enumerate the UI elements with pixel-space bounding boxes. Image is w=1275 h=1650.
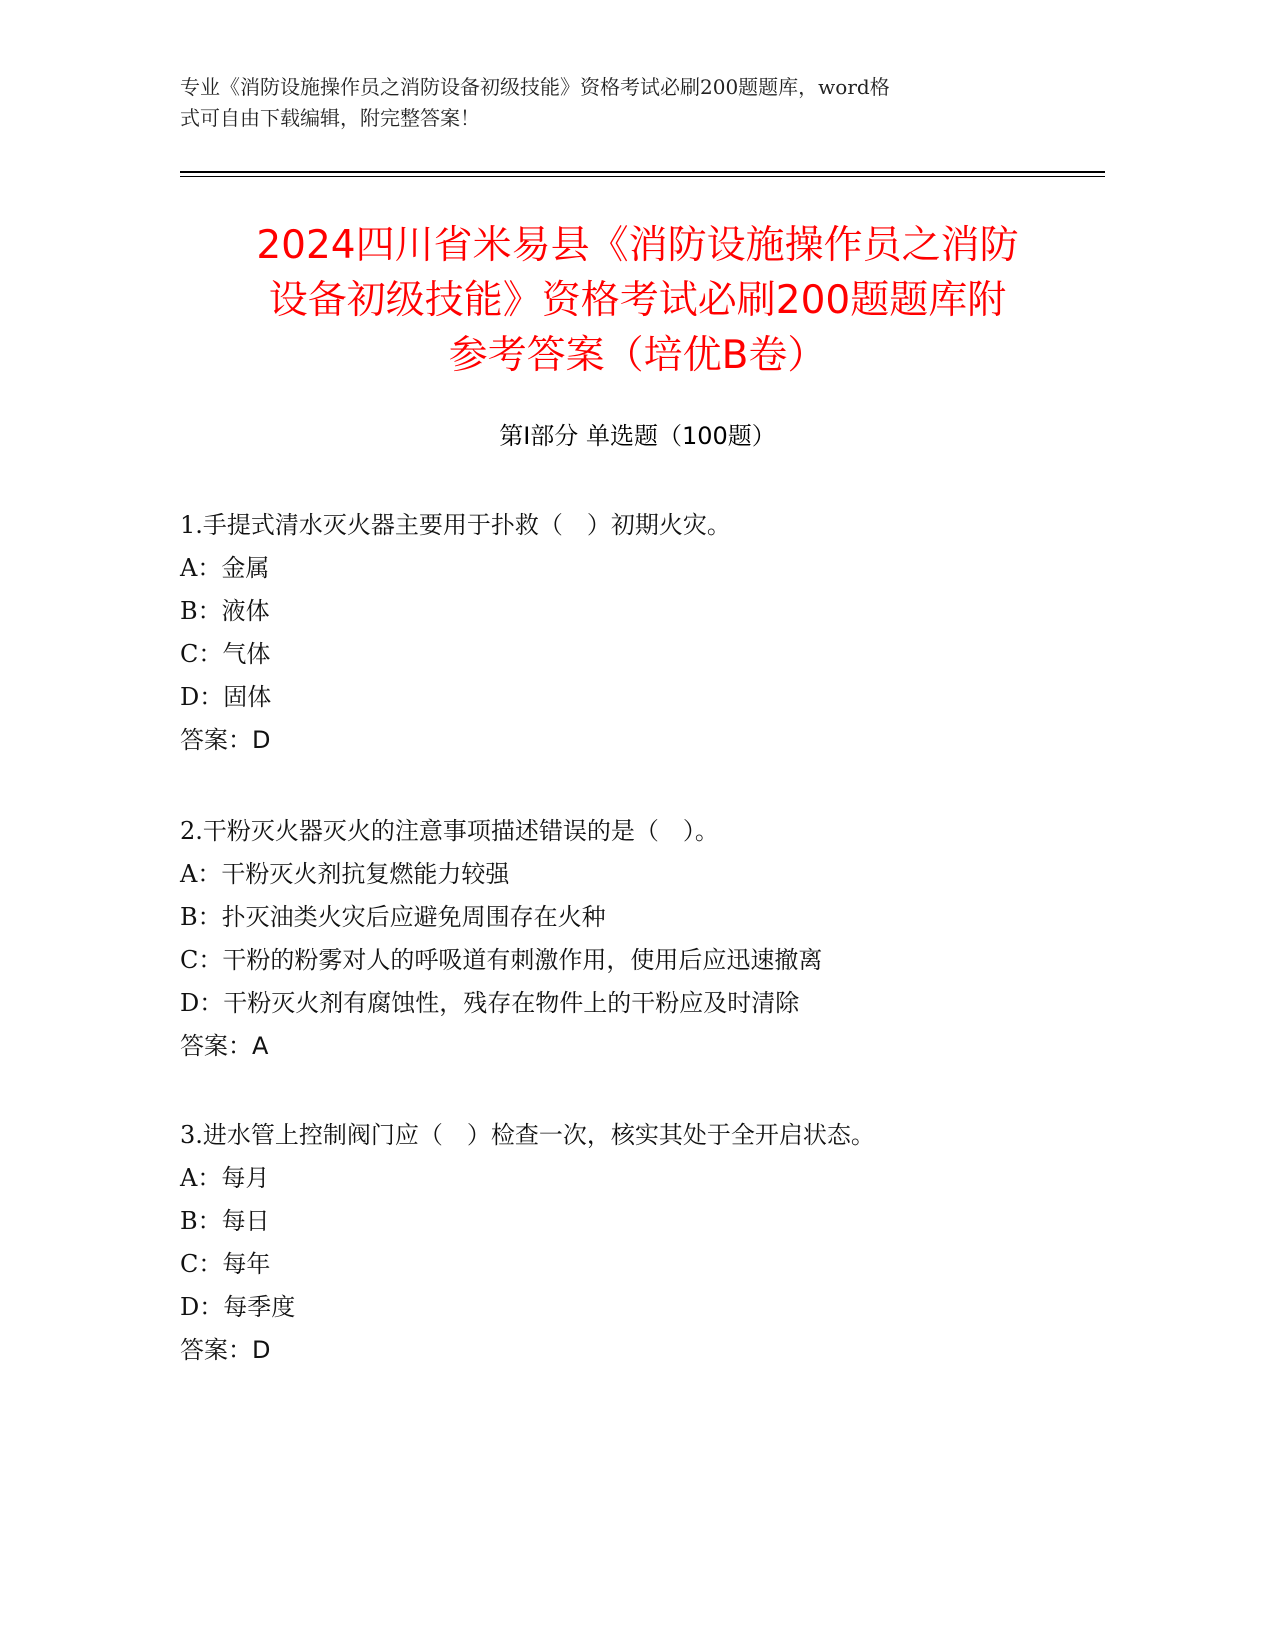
document-title-line-3: 参考答案（培优B卷）: [448, 333, 827, 378]
option-a: A：金属: [180, 554, 270, 582]
header-note-line-2: 式可自由下载编辑，附完整答案！: [180, 106, 480, 130]
option-c: C：每年: [180, 1250, 271, 1278]
option-c: C：气体: [180, 640, 271, 668]
document-title-line-1: 2024四川省米易县《消防设施操作员之消防: [256, 223, 1019, 268]
question-stem: 1.手提式清水灭火器主要用于扑救（ ）初期火灾。: [180, 511, 731, 539]
option-b: B：每日: [180, 1207, 270, 1235]
header-divider-thick: [180, 171, 1105, 173]
answer-line: 答案：A: [180, 1032, 269, 1060]
option-b: B：扑灭油类火灾后应避免周围存在火种: [180, 903, 606, 931]
option-b: B：液体: [180, 597, 270, 625]
option-a: A：每月: [180, 1164, 270, 1192]
document-title-line-2: 设备初级技能》资格考试必刷200题题库附: [268, 278, 1007, 323]
header-divider-thin: [180, 176, 1105, 177]
question-stem: 3.进水管上控制阀门应（ ）检查一次，核实其处于全开启状态。: [180, 1121, 875, 1149]
question-2: [180, 810, 1100, 1068]
option-d: D：固体: [180, 683, 272, 711]
section-title: 第Ⅰ部分 单选题（100题）: [499, 422, 776, 450]
header-note: [180, 72, 1060, 134]
option-c: C：干粉的粉雾对人的呼吸道有刺激作用，使用后应迅速撤离: [180, 946, 823, 974]
document-title: [150, 218, 1125, 383]
question-1: [180, 504, 1100, 762]
header-note-line-1: 专业《消防设施操作员之消防设备初级技能》资格考试必刷200题题库，word格: [180, 75, 890, 99]
option-d: D：干粉灭火剂有腐蚀性，残存在物件上的干粉应及时清除: [180, 989, 800, 1017]
answer-line: 答案：D: [180, 1336, 271, 1364]
question-stem: 2.干粉灭火器灭火的注意事项描述错误的是（ ）。: [180, 817, 719, 845]
answer-line: 答案：D: [180, 726, 271, 754]
option-d: D：每季度: [180, 1293, 296, 1321]
question-3: [180, 1114, 1100, 1372]
option-a: A：干粉灭火剂抗复燃能力较强: [180, 860, 510, 888]
